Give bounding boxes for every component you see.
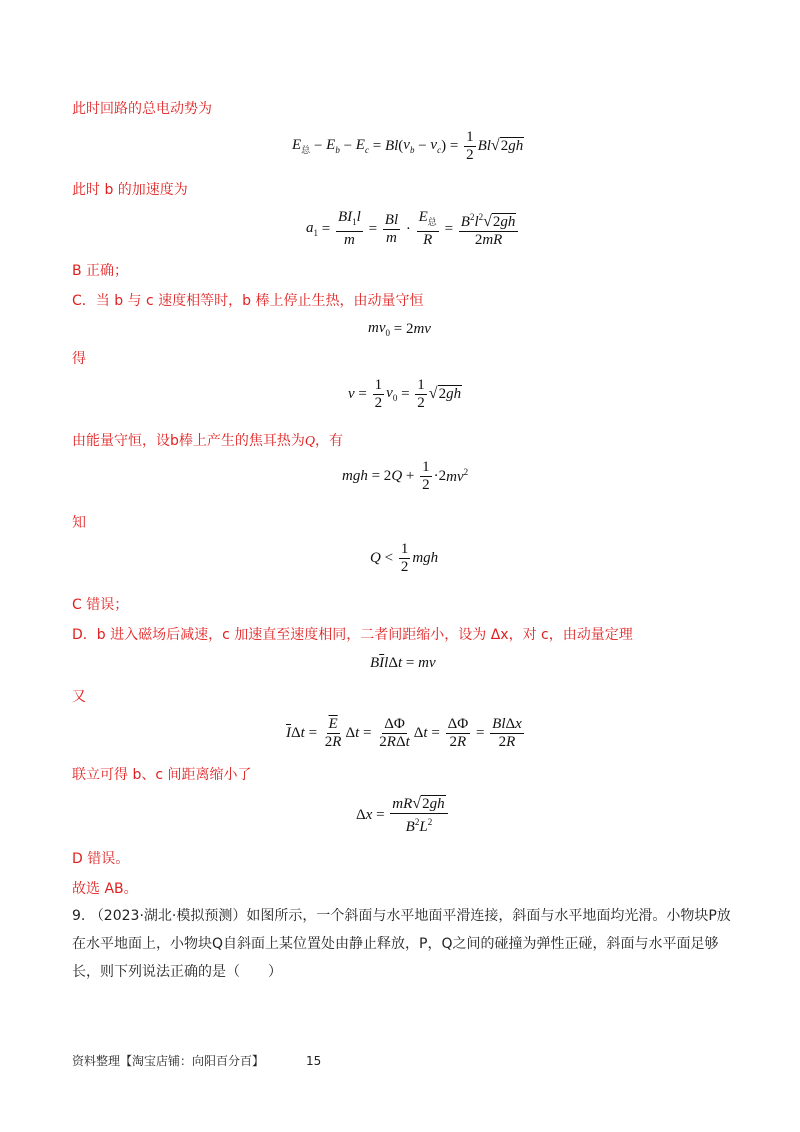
c-wrong: C 错误；: [72, 597, 129, 613]
energy-q-symbol: Q: [304, 434, 316, 449]
page-number: 15: [306, 1054, 322, 1068]
answer-text: 故选 AB。: [72, 881, 138, 897]
question-number: 9.: [72, 908, 86, 924]
energy-intro: [72, 432, 343, 451]
emf-intro: 此时回路的总电动势为: [72, 101, 212, 117]
question-9: [72, 902, 732, 986]
page-footer: [72, 1052, 321, 1069]
question-source: （2023·湖北·模拟预测）: [89, 908, 247, 924]
de-text: 得: [72, 351, 86, 367]
d-wrong: D 错误。: [72, 851, 130, 867]
question-text: 如图所示，一个斜面与水平地面平滑连接，斜面与水平地面均光滑。小物块P放在水平地面上，小物块Q自斜面上某位置处由静止释放，P，Q之间的碰撞为弹性正碰，斜面与水平面足够长，则下列说法正确的是（ ）: [72, 908, 731, 980]
footer-source: 资料整理【淘宝店铺：向阳百分百】: [72, 1054, 265, 1068]
formula-velocity: v = $\frac{1}{2}$ $v_0$ = $\frac{1}{2}$ √ 2gh: [348, 376, 462, 411]
zhi-text: 知: [72, 515, 86, 531]
formula-energy: mgh = 2 Q + $\frac{1}{2}$ ·2 $mv^2$: [342, 458, 469, 493]
formula-momentum: $mv_0$ = 2 mv: [368, 320, 431, 338]
formula-charge: $\overline{I}$ Δ t = $\frac{\overline{E}}{2R}$ Δ t = $\frac{\Delta\Phi}{\text{2RΔt}}$ Δ t = $\frac{\Delta\Phi}{2R}$ = $\frac{\text{BlΔx}}{2R}$: [286, 715, 522, 750]
accel-intro: 此时 b 的加速度为: [72, 182, 188, 198]
c-statement: C．当 b 与 c 速度相等时，b 棒上停止生热，由动量守恒: [72, 293, 424, 309]
formula-acceleration: $a_1$ = $\frac{BI_1l}{m}$ = $\frac{Bl}{m}$ · $\frac{E_总}{R}$ = $B^2l^2$ √ 2gh 2mR: [306, 208, 520, 250]
b-correct: B 正确；: [72, 263, 129, 279]
formula-impulse: B $\overline{I}$ l Δ t = mv: [370, 654, 436, 671]
d-statement: D．b 进入磁场后减速，c 加速直至速度相同，二者间距缩小，设为 Δx，对 c，由动量定理: [72, 627, 633, 643]
energy-intro-tail: ，有: [315, 433, 344, 449]
formula-total-emf: $E_总$ − $E_b$ − $E_c$ = Bl ( $v_b$ − $v_c$ ) = $\frac{1}{2}$ Bl √ 2gh: [292, 128, 524, 163]
you-text: 又: [72, 689, 86, 705]
energy-intro-text: 由能量守恒，设b棒上产生的焦耳热为: [72, 433, 305, 449]
combine-text: 联立可得 b、c 间距离缩小了: [72, 767, 252, 783]
formula-distance: Δ x = mR √ 2gh $B^2L^2$: [356, 794, 450, 836]
formula-heat-bound: Q < $\frac{1}{2}$ mgh: [370, 540, 439, 575]
